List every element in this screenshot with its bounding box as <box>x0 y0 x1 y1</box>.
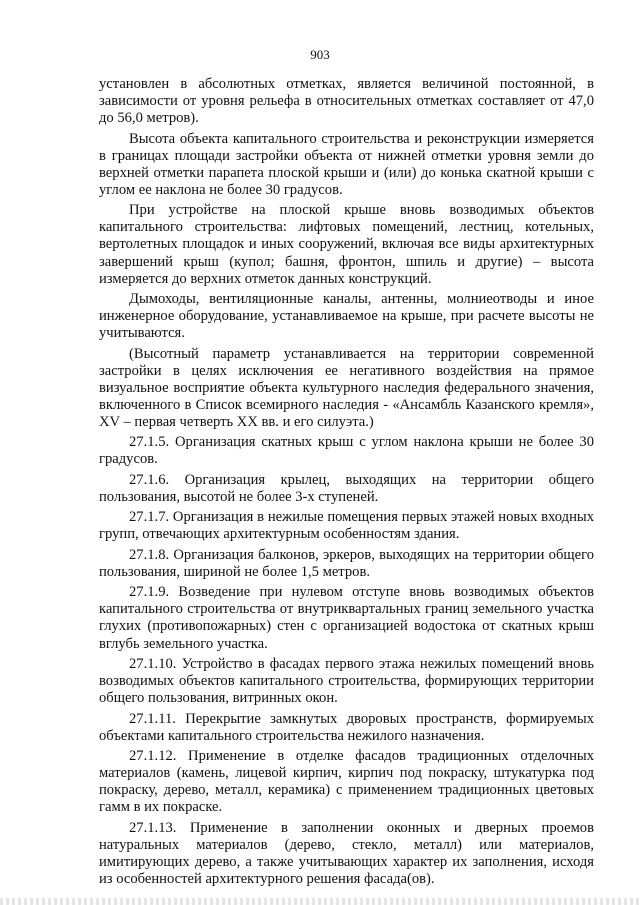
clause-27-1-7: 27.1.7. Организация в нежилые помещения первых этажей новых входных групп, отвечающих архитектурным особенностям здания. <box>99 509 594 543</box>
clause-27-1-8: 27.1.8. Организация балконов, эркеров, выходящих на территории общего пользования, шириной не более 1,5 метров. <box>99 546 594 580</box>
paragraph-height-definition-continued: установлен в абсолютных отметках, является величиной постоянной, в зависимости от уровня рельефа в относительных отметках составляет от 47,0 до 56,0 метров). <box>99 76 594 127</box>
paragraph-roof-structures: При устройстве на плоской крыше вновь возводимых объектов капитального строительства: лифтовых помещений, лестниц, котельных, вертолетных площадок и иных сооружений, включая все виды архитектурных завершений крыш (купол; башня, фронтон, шпиль и другие) – высота измеряется до верхних отметок данных конструкций. <box>99 202 594 287</box>
paragraph-height-measurement: Высота объекта капитального строительства и реконструкции измеряется в границах площади застройки объекта от нижней отметки уровня земли до верхней отметки парапета плоской крыши и (или) до конька скатной крыши с углом ее наклона не более 30 градусов. <box>99 130 594 198</box>
paragraph-roof-equipment: Дымоходы, вентиляционные каналы, антенны, молниеотводы и иное инженерное оборудование, устанавливаемое на крыше, при расчете высоты не учитываются. <box>99 291 594 342</box>
clause-27-1-10: 27.1.10. Устройство в фасадах первого этажа нежилых помещений вновь возводимых объектов капитального строительства, формирующих территории общего пользования, витринных окон. <box>99 655 594 707</box>
clause-27-1-6: 27.1.6. Организация крылец, выходящих на территории общего пользования, высотой не более 3-х ступеней. <box>99 471 594 505</box>
clause-27-1-9: 27.1.9. Возведение при нулевом отступе вновь возводимых объектов капитального строительства от внутриквартальных границ земельного участка глухих (противопожарных) стен с организацией водостока от скатных крыш вглубь земельного участка. <box>99 584 594 652</box>
document-body <box>99 76 594 891</box>
page-number: 903 <box>310 47 330 62</box>
scan-edge-artifact <box>0 898 640 905</box>
clause-27-1-12: 27.1.12. Применение в отделке фасадов традиционных отделочных материалов (камень, лицевой кирпич, кирпич под покраску, штукатурка под покраску, дерево, металл, керамика) с применением традиционных цветовых гамм в их покраске. <box>99 748 594 816</box>
paragraph-height-parameter-note: (Высотный параметр устанавливается на территории современной застройки в целях исключения ее негативного воздействия на прямое визуальное восприятие объекта культурного наследия федерального значения, включенного в Список всемирного наследия - «Ансамбль Казанского кремля», XV – первая четверть XX вв. и его силуэта.) <box>99 345 594 430</box>
clause-27-1-13: 27.1.13. Применение в заполнении оконных и дверных проемов натуральных материалов (дерево, стекло, металл) или материалов, имитирующих дерево, а также учитывающих характер их заполнения, исходя из особенностей архитектурного решения фасада(ов). <box>99 819 594 887</box>
clause-27-1-5: 27.1.5. Организация скатных крыш с углом наклона крыши не более 30 градусов. <box>99 434 594 468</box>
clause-27-1-11: 27.1.11. Перекрытие замкнутых дворовых пространств, формируемых объектами капитального строительства нежилого назначения. <box>99 710 594 744</box>
